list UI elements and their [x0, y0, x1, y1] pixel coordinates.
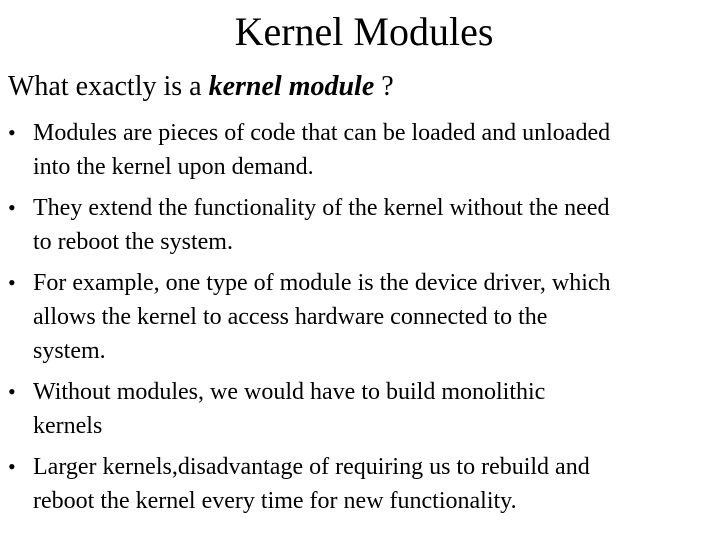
question-emphasis: kernel module: [208, 71, 375, 102]
bullet-text-line: reboot the kernel every time for new functionality.: [33, 488, 517, 514]
bullet-text-line: Larger kernels,disadvantage of requiring us to rebuild and: [33, 454, 590, 480]
bullet-text-line: kernels: [33, 413, 103, 439]
question-prefix: What exactly is a: [8, 71, 209, 102]
bullet-item: [0, 191, 728, 259]
bullet-list: [0, 116, 728, 525]
bullet-item: [0, 266, 728, 368]
bullet-text-line: allows the kernel to access hardware connected to the: [33, 304, 548, 330]
bullet-text-line: Modules are pieces of code that can be loaded and unloaded: [33, 120, 611, 146]
question-suffix: ?: [374, 71, 394, 102]
bullet-text-line: Without modules, we would have to build monolithic: [33, 379, 546, 405]
bullet-dot-icon: •: [8, 454, 16, 479]
bullet-text-line: into the kernel upon demand.: [33, 154, 314, 180]
question-line: [8, 70, 394, 104]
slide-title: Kernel Modules: [234, 9, 494, 54]
bullet-dot-icon: •: [8, 379, 16, 404]
bullet-text-line: For example, one type of module is the device driver, which: [33, 270, 611, 296]
bullet-dot-icon: •: [8, 120, 16, 145]
bullet-item: [0, 116, 728, 184]
bullet-item: [0, 375, 728, 443]
bullet-text-line: system.: [33, 338, 106, 364]
bullet-text-line: to reboot the system.: [33, 229, 233, 255]
bullet-text-line: They extend the functionality of the kernel without the need: [33, 195, 610, 221]
bullet-dot-icon: •: [8, 195, 16, 220]
bullet-item: [0, 450, 728, 518]
bullet-dot-icon: •: [8, 270, 16, 295]
